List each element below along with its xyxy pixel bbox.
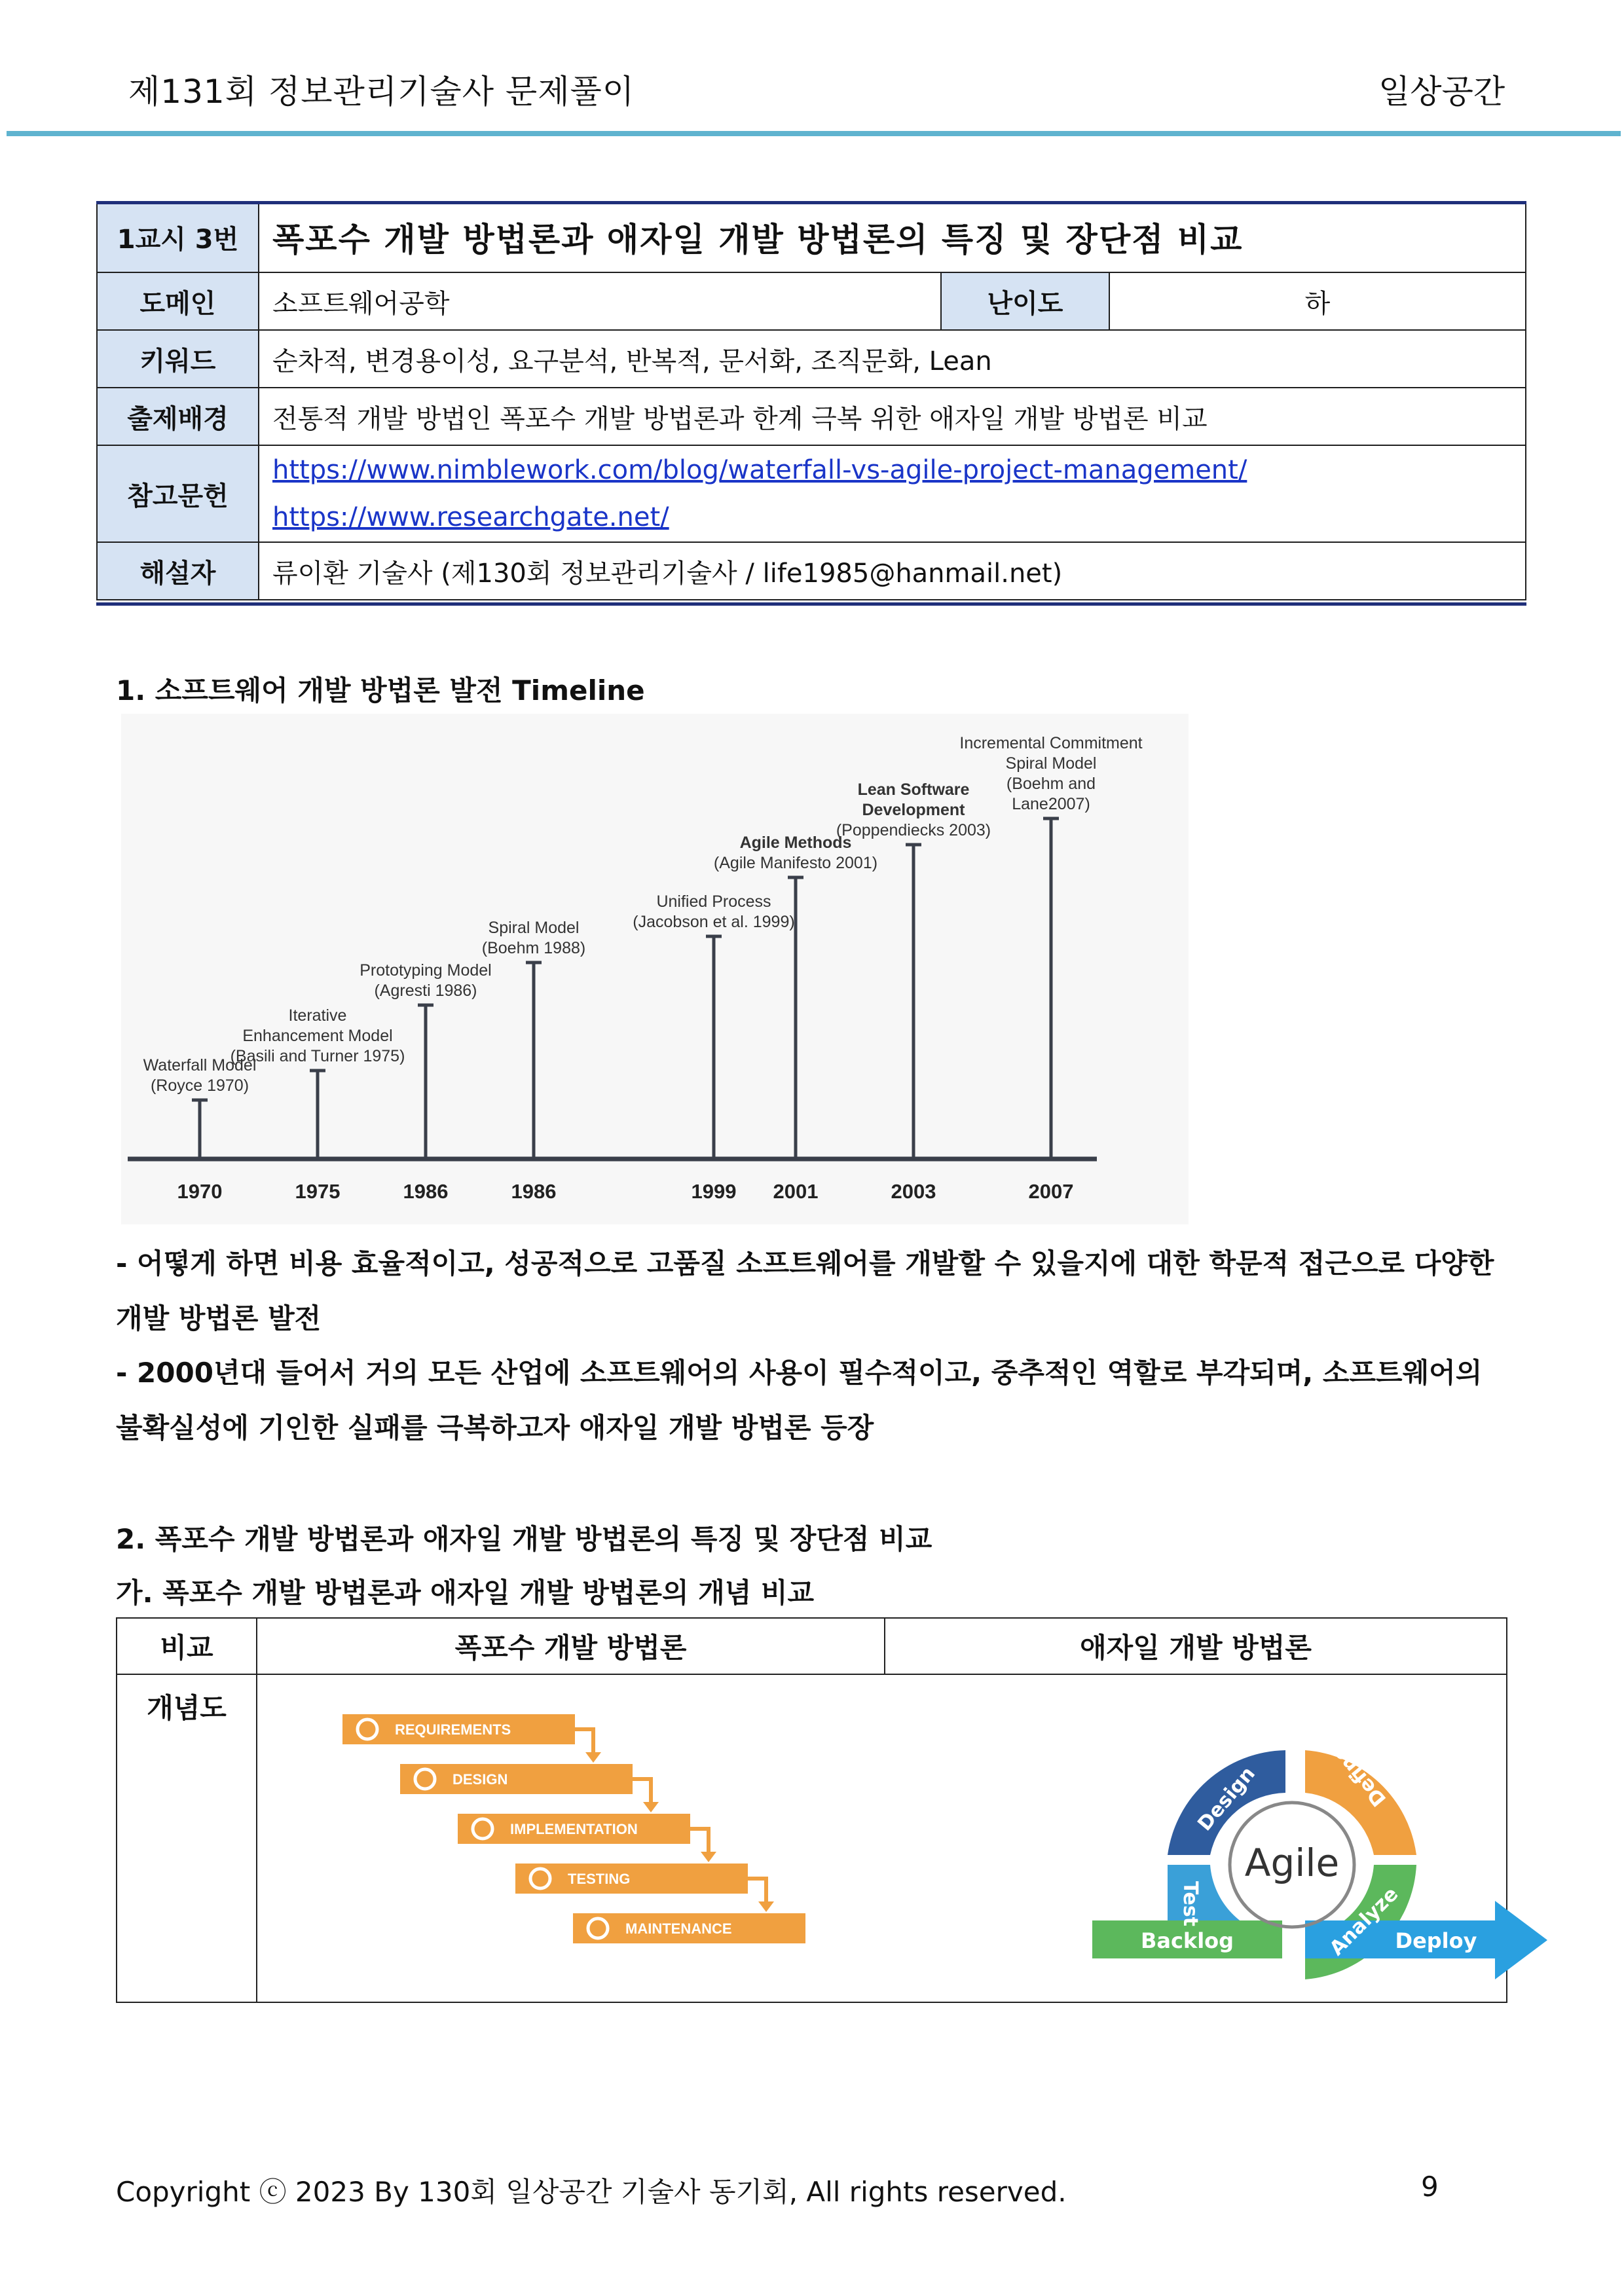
waterfall-arrowhead — [643, 1802, 659, 1812]
background-value: 전통적 개발 방법인 폭포수 개발 방법론과 한계 극복 위한 애자일 개발 방법론 비교 — [259, 388, 1526, 445]
agile-test-label: Test — [1179, 1881, 1202, 1927]
timeline-label: Lane2007) — [1012, 795, 1090, 813]
question-title: 폭포수 개발 방법론과 애자일 개발 방법론의 특징 및 장단점 비교 — [259, 202, 1526, 272]
timeline-label: (Agresti 1986) — [374, 982, 477, 1000]
document-title: 제131회 정보관리기술사 문제풀이 — [128, 73, 635, 111]
waterfall-step-label: REQUIREMENTS — [395, 1721, 511, 1738]
difficulty-label: 난이도 — [941, 272, 1109, 330]
timeline-year: 2003 — [891, 1180, 936, 1203]
references-label: 참고문헌 — [97, 445, 259, 542]
concept-comparison-table — [116, 1617, 1507, 2003]
timeline-year: 1999 — [691, 1180, 737, 1203]
timeline-label: (Poppendiecks 2003) — [836, 821, 991, 839]
timeline-year: 1986 — [511, 1180, 557, 1203]
timeline-label: Prototyping Model — [360, 961, 492, 980]
footer-copyright: Copyright ⓒ 2023 By 130회 일상공간 기술사 동기회, All rights reserved. — [116, 2176, 1067, 2208]
waterfall-arrowhead — [585, 1752, 601, 1763]
waterfall-step-label: MAINTENANCE — [625, 1920, 732, 1937]
row-concept-label: 개념도 — [117, 1674, 257, 2002]
domain-label: 도메인 — [97, 272, 259, 330]
waterfall-diagram — [342, 1714, 919, 1976]
timeline-label: (Agile Manifesto 2001) — [713, 854, 878, 872]
waterfall-connector — [633, 1779, 651, 1805]
timeline-label: Lean Software — [857, 780, 970, 799]
timeline-label: Enhancement Model — [242, 1027, 393, 1045]
footer-page-number: 9 — [1421, 2171, 1439, 2203]
timeline-label: Incremental Commitment — [959, 734, 1143, 752]
reference-link-nimblework[interactable]: https://www.nimblework.com/blog/waterfall-vs-agile-project-management/ — [272, 455, 1247, 485]
author-label: 해설자 — [97, 542, 259, 600]
timeline-year: 2007 — [1028, 1180, 1074, 1203]
bullet-2: - 2000년대 들어서 거의 모든 산업에 소프트웨어의 사용이 필수적이고, 중추적인 역할로 부각되며, 소프트웨어의 불확실성에 기인한 실패를 극복하고자 애자일 개발 방법론 등장 — [116, 1357, 1483, 1444]
timeline-year: 1970 — [177, 1180, 223, 1203]
timeline-label: Waterfall Model — [143, 1056, 257, 1074]
section2-subheading: 가. 폭포수 개발 방법론과 애자일 개발 방법론의 개념 비교 — [116, 1577, 815, 1609]
col-waterfall: 폭포수 개발 방법론 — [257, 1618, 885, 1674]
waterfall-step-label: DESIGN — [452, 1771, 508, 1788]
timeline-label: Development — [862, 801, 965, 819]
timeline-label: Iterative — [288, 1006, 347, 1025]
references-list — [259, 445, 1526, 542]
section2-heading: 2. 폭포수 개발 방법론과 애자일 개발 방법론의 특징 및 장단점 비교 — [116, 1523, 932, 1555]
difficulty-value: 하 — [1109, 272, 1526, 330]
bullet-1: - 어떻게 하면 비용 효율적이고, 성공적으로 고품질 소프트웨어를 개발할 수 있을지에 대한 학문적 접근으로 다양한 개발 방법론 발전 — [116, 1247, 1494, 1334]
timeline-label: (Basili and Turner 1975) — [230, 1047, 405, 1065]
waterfall-arrowhead — [701, 1852, 716, 1862]
question-number: 1교시 3번 — [97, 202, 259, 272]
waterfall-step-label: TESTING — [568, 1871, 631, 1887]
waterfall-step-label: IMPLEMENTATION — [510, 1821, 638, 1837]
timeline-year: 1975 — [295, 1180, 341, 1203]
header-divider — [7, 131, 1621, 136]
question-info-table — [96, 201, 1526, 600]
background-label: 출제배경 — [97, 388, 259, 445]
domain-value: 소프트웨어공학 — [259, 272, 941, 330]
waterfall-arrowhead — [758, 1901, 774, 1912]
waterfall-connector — [690, 1829, 709, 1854]
agile-design-label: Design — [1193, 1762, 1260, 1836]
brand-name: 일상공간 — [1378, 73, 1505, 111]
col-compare: 비교 — [117, 1618, 257, 1674]
agile-analyze-label: Analyze — [1325, 1882, 1403, 1960]
waterfall-connector — [575, 1729, 593, 1755]
keywords-value: 순차적, 변경용이성, 요구분석, 반복적, 문서화, 조직문화, Lean — [259, 330, 1526, 388]
agile-center-label: Agile — [1244, 1841, 1340, 1885]
agile-define-label: Define — [1327, 1741, 1392, 1811]
agile-deploy-label: Deploy — [1395, 1928, 1477, 1953]
timeline-label: (Royce 1970) — [150, 1076, 249, 1095]
timeline-label: Agile Methods — [739, 834, 852, 852]
timeline-label: (Boehm 1988) — [481, 939, 586, 957]
reference-link-researchgate[interactable]: https://www.researchgate.net/ — [272, 502, 669, 532]
agile-backlog-label: Backlog — [1140, 1928, 1234, 1953]
col-agile: 애자일 개발 방법론 — [885, 1618, 1507, 1674]
methodology-timeline — [121, 714, 1189, 1224]
timeline-year: 1986 — [403, 1180, 449, 1203]
timeline-label: (Jacobson et al. 1999) — [633, 913, 795, 931]
timeline-label: Spiral Model — [488, 919, 580, 937]
timeline-label: Spiral Model — [1005, 754, 1097, 773]
keywords-label: 키워드 — [97, 330, 259, 388]
timeline-label: Unified Process — [656, 892, 771, 911]
agile-cycle-diagram — [1089, 1724, 1560, 1983]
timeline-year: 2001 — [773, 1180, 819, 1203]
waterfall-connector — [748, 1879, 766, 1904]
timeline-label: (Boehm and — [1006, 775, 1096, 793]
author-value: 류이환 기술사 (제130회 정보관리기술사 / life1985@hanmail.net) — [259, 542, 1526, 600]
section1-heading: 1. 소프트웨어 개발 방법론 발전 Timeline — [116, 674, 645, 707]
concept-diagrams — [257, 1674, 1507, 2002]
